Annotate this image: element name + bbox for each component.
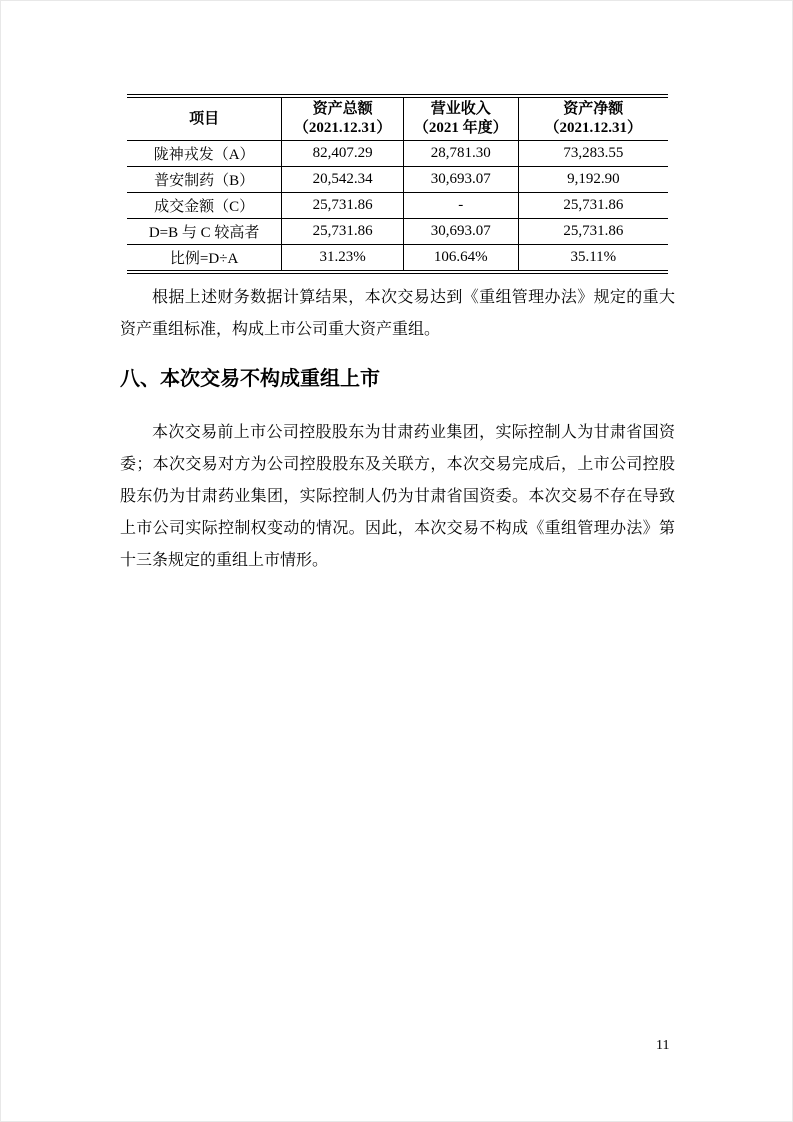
table-header-cell (518, 96, 668, 141)
table-cell: 25,731.86 (282, 219, 404, 245)
section-heading: 八、本次交易不构成重组上市 (120, 368, 380, 390)
table-cell: - (403, 193, 518, 219)
table-cell: 25,731.86 (282, 193, 404, 219)
financial-comparison-table (127, 94, 668, 274)
table-cell: 30,693.07 (403, 219, 518, 245)
table-cell: 82,407.29 (282, 141, 404, 167)
table-cell: 20,542.34 (282, 167, 404, 193)
row-label: 成交金额（C） (127, 193, 282, 219)
table-row (127, 167, 668, 193)
table-cell: 25,731.86 (518, 219, 668, 245)
table-cell: 25,731.86 (518, 193, 668, 219)
page-number: 11 (656, 1038, 670, 1053)
table-cell: 9,192.90 (518, 167, 668, 193)
header-title: 资产净额 (563, 101, 624, 117)
header-title: 营业收入 (430, 101, 491, 117)
table-header-row (127, 96, 668, 141)
table-row (127, 219, 668, 245)
row-label: 比例=D÷A (127, 245, 282, 273)
header-title: 资产总额 (312, 101, 373, 117)
header-subtitle: （2021.12.31） (293, 120, 392, 136)
table-cell: 31.23% (282, 245, 404, 273)
row-label: 陇神戎发（A） (127, 141, 282, 167)
table-cell: 106.64% (403, 245, 518, 273)
table-header-cell (127, 96, 282, 141)
table-row (127, 193, 668, 219)
table-cell: 35.11% (518, 245, 668, 273)
header-subtitle: （2021 年度） (413, 120, 508, 136)
section-body-paragraph: 本次交易前上市公司控股股东为甘肃药业集团，实际控制人为甘肃省国资委；本次交易对方为公司控股股东及关联方，本次交易完成后，上市公司控股股东仍为甘肃药业集团，实际控制人仍为甘肃省国资委。本次交易不存在导致上市公司实际控制权变动的情况。因此，本次交易不构成《重组管理办法》第十三条规定的重组上市情形。 (120, 424, 675, 569)
header-title: 项目 (189, 110, 220, 127)
table-header-cell (403, 96, 518, 141)
table-cell: 73,283.55 (518, 141, 668, 167)
row-label: 普安制药（B） (127, 167, 282, 193)
header-subtitle: （2021.12.31） (544, 120, 643, 136)
table-header-cell (282, 96, 404, 141)
table-row (127, 245, 668, 273)
row-label: D=B 与 C 较高者 (127, 219, 282, 245)
table-row (127, 141, 668, 167)
table-cell: 30,693.07 (403, 167, 518, 193)
table-cell: 28,781.30 (403, 141, 518, 167)
conclusion-paragraph: 根据上述财务数据计算结果，本次交易达到《重组管理办法》规定的重大资产重组标准，构成上市公司重大资产重组。 (120, 289, 675, 338)
